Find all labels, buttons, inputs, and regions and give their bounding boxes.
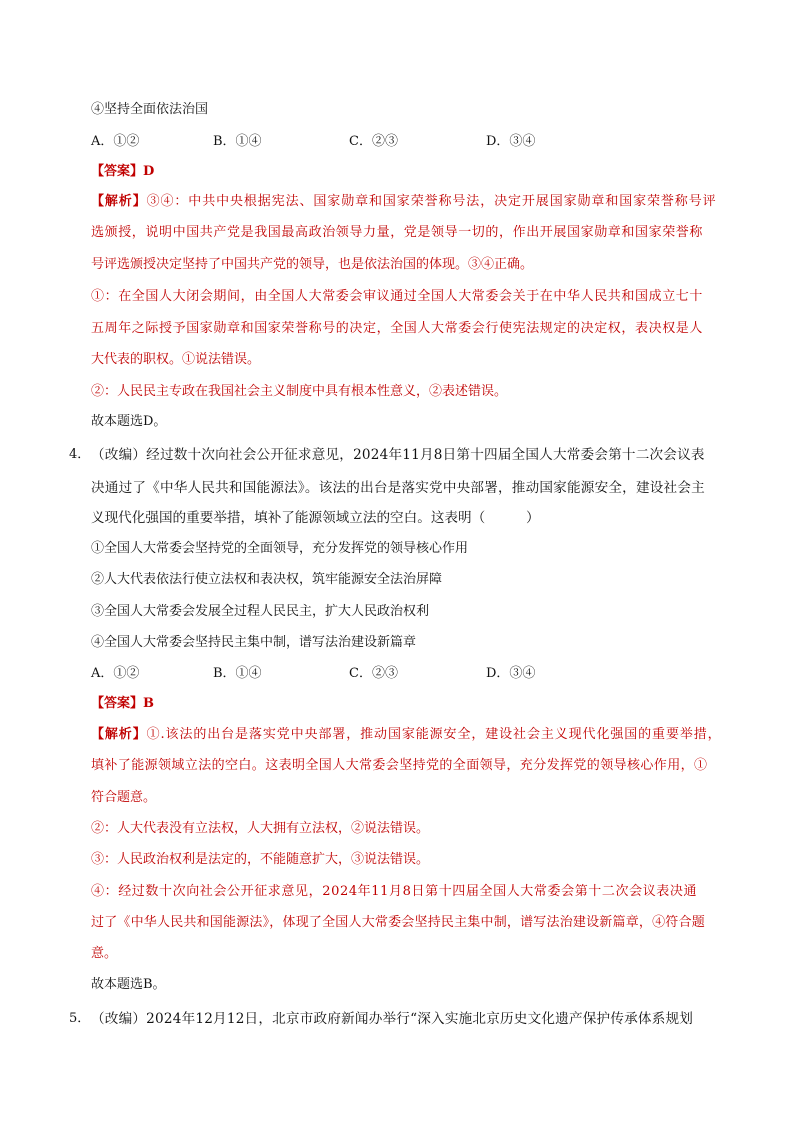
q3-analysis-line-7: ②：人民民主专政在我国社会主义制度中具有根本性意义，②表述错误。	[91, 384, 508, 399]
analysis-label: 【解析】	[91, 727, 147, 742]
q3-option-d[interactable]: D．③④	[486, 134, 536, 149]
q5-number: 5．	[69, 1011, 91, 1026]
q3-analysis-line-5: 五周年之际授予国家勋章和国家荣誉称号的决定，全国人大常委会行使宪法规定的决定权，表决权是人	[91, 321, 704, 336]
q4-item-4: ④全国人大常委会坚持民主集中制，谱写法治建设新篇章	[91, 635, 417, 650]
analysis-label: 【解析】	[91, 194, 147, 209]
q4-item-3: ③全国人大常委会发展全过程人民民主，扩大人民政治权利	[91, 604, 430, 619]
q3-option-c[interactable]: C．②③	[349, 134, 398, 149]
answer-label: 【答案】	[91, 164, 144, 179]
q4-stem-line-1: （改编）经过数十次向社会公开征求意见，2024年11月8日第十四届全国人大常委会第十二次会议表	[91, 447, 705, 463]
q3-option-b[interactable]: B．①④	[213, 134, 262, 149]
analysis-text: ①.该法的出台是落实党中央部署，推动国家能源安全，建设社会主义现代化强国的重要举措，	[146, 727, 722, 742]
q5-stem-line-1: （改编）2024年12月12日，北京市政府新闻办举行“深入实施北京历史文化遗产保护传承体系规划	[91, 1011, 694, 1027]
q4-option-c[interactable]: C．②③	[349, 666, 398, 681]
q3-item-4: ④坚持全面依法治国	[91, 102, 209, 117]
q4-number: 4．	[69, 447, 91, 462]
q3-analysis-line-3: 号评选颁授决定坚持了中国共产党的领导，也是依法治国的体现。③④正确。	[91, 257, 534, 272]
q4-analysis-line-5: ③：人民政治权利是法定的，不能随意扩大，③说法错误。	[91, 852, 430, 867]
q4-analysis-line-6: ④：经过数十次向社会公开征求意见，2024年11月8日第十四届全国人大常委会第十二次会议表决通	[91, 884, 698, 899]
q3-option-a[interactable]: A．①②	[91, 134, 140, 149]
q4-analysis-line-3: 符合题意。	[91, 790, 157, 805]
q4-item-2: ②人大代表依法行使立法权和表决权，筑牢能源安全法治屏障	[91, 572, 443, 587]
q4-conclusion: 故本题选B。	[91, 977, 166, 992]
q4-analysis-line-8: 意。	[91, 946, 118, 961]
q4-option-b[interactable]: B．①④	[213, 666, 262, 681]
q4-item-1: ①全国人大常委会坚持党的全面领导，充分发挥党的领导核心作用	[91, 541, 469, 556]
q4-answer	[91, 695, 154, 713]
q3-analysis-line-4: ①：在全国人大闭会期间，由全国人大常委会审议通过全国人大常委会关于在中华人民共和国成立七十	[91, 289, 704, 304]
q4-stem-line-3: 义现代化强国的重要举措，填补了能源领域立法的空白。这表明（ ）	[91, 510, 540, 526]
q3-conclusion: 故本题选D。	[91, 414, 167, 429]
answer-value: D	[143, 164, 155, 179]
q4-option-d[interactable]: D．③④	[486, 666, 536, 681]
q3-analysis-line-6: 大代表的职权。①说法错误。	[91, 352, 261, 367]
q4-stem-line-2: 决通过了《中华人民共和国能源法》。该法的出台是落实党中央部署，推动国家能源安全，建设社会主	[91, 480, 705, 496]
answer-label: 【答案】	[91, 696, 144, 711]
q4-analysis-line-7: 过了《中华人民共和国能源法》，体现了全国人大常委会坚持民主集中制，谱写法治建设新篇章，④符合题	[91, 915, 705, 930]
q3-analysis-line-1	[91, 193, 717, 211]
q3-analysis-line-2: 选颁授，说明中国共产党是我国最高政治领导力量，党是领导一切的，作出开展国家勋章和国家荣誉称	[91, 225, 704, 240]
analysis-text: ③④：中共中央根据宪法、国家勋章和国家荣誉称号法，决定开展国家勋章和国家荣誉称号评	[146, 194, 717, 209]
q4-analysis-line-4: ②：人大代表没有立法权，人大拥有立法权，②说法错误。	[91, 821, 430, 836]
answer-value: B	[143, 696, 155, 711]
q4-analysis-line-2: 填补了能源领域立法的空白。这表明全国人大常委会坚持党的全面领导，充分发挥党的领导核心作用，①	[91, 758, 708, 773]
q4-analysis-line-1	[91, 726, 722, 744]
q4-option-a[interactable]: A．①②	[91, 666, 140, 681]
q3-answer	[91, 163, 154, 181]
